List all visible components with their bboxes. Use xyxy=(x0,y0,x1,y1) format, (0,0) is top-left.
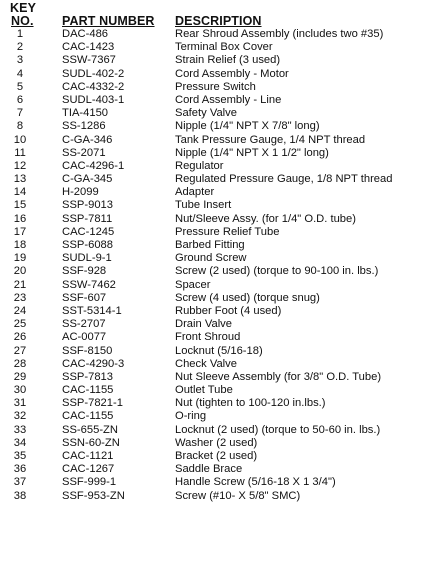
part-number: CAC-1155 xyxy=(62,410,114,423)
key-number: 37 xyxy=(13,476,27,489)
table-row xyxy=(0,437,432,450)
part-description: Tank Pressure Gauge, 1/4 NPT thread xyxy=(175,133,366,146)
part-number: SSP-7813 xyxy=(62,370,113,383)
key-number: 29 xyxy=(13,370,27,383)
table-row xyxy=(0,345,432,358)
key-number: 12 xyxy=(13,159,27,172)
key-number: 21 xyxy=(13,278,27,291)
key-number: 16 xyxy=(13,212,27,225)
table-row xyxy=(0,186,432,199)
part-number: SSW-7462 xyxy=(62,278,116,291)
part-description: Nipple (1/4" NPT X 1 1/2" long) xyxy=(175,146,329,159)
key-number: 15 xyxy=(13,199,27,212)
key-number: 3 xyxy=(16,54,24,67)
part-number: CAC-1423 xyxy=(62,41,115,54)
part-number: AC-0077 xyxy=(62,331,107,344)
table-row xyxy=(0,107,432,120)
part-number: SSF-607 xyxy=(62,291,107,304)
key-number: 36 xyxy=(13,463,27,476)
table-row xyxy=(0,490,432,503)
part-description: O-ring xyxy=(175,410,207,423)
key-number: 6 xyxy=(16,93,24,106)
key-number: 24 xyxy=(13,304,27,317)
table-row xyxy=(0,358,432,371)
part-number: CAC-4290-3 xyxy=(62,357,125,370)
part-description: Screw (4 used) (torque snug) xyxy=(175,291,320,304)
part-description: Outlet Tube xyxy=(175,384,233,397)
part-number: CAC-4296-1 xyxy=(62,159,125,172)
part-number: SSF-999-1 xyxy=(62,476,117,489)
table-row xyxy=(0,252,432,265)
table-row xyxy=(0,68,432,81)
part-number: SSP-9013 xyxy=(62,199,113,212)
part-number-header: PART NUMBER xyxy=(62,14,155,28)
part-description: Saddle Brace xyxy=(175,463,243,476)
part-number: CAC-1267 xyxy=(62,463,115,476)
part-description: Locknut (2 used) (torque to 50-60 in. lbs.) xyxy=(175,423,381,436)
part-number: SSP-7811 xyxy=(62,212,113,225)
table-row xyxy=(0,265,432,278)
part-number: SS-2071 xyxy=(62,146,106,159)
key-number: 31 xyxy=(13,397,27,410)
key-number: 11 xyxy=(14,146,26,159)
key-number: 20 xyxy=(13,265,27,278)
key-number: 28 xyxy=(13,357,27,370)
key-number: 32 xyxy=(13,410,27,423)
part-description: Adapter xyxy=(175,186,215,199)
table-row xyxy=(0,54,432,67)
table-row xyxy=(0,410,432,423)
part-number: TIA-4150 xyxy=(62,107,109,120)
key-number: 30 xyxy=(13,384,27,397)
table-row xyxy=(0,292,432,305)
table-row xyxy=(0,81,432,94)
key-number: 38 xyxy=(13,489,27,502)
key-number: 25 xyxy=(13,318,27,331)
table-row xyxy=(0,173,432,186)
key-number: 8 xyxy=(16,120,24,133)
key-number: 1 xyxy=(16,28,24,40)
part-number: C-GA-345 xyxy=(62,173,113,186)
table-row xyxy=(0,120,432,133)
part-number: CAC-4332-2 xyxy=(62,80,125,93)
part-number: SSW-7367 xyxy=(62,54,116,67)
part-description: Pressure Relief Tube xyxy=(175,225,280,238)
part-number: SSF-8150 xyxy=(62,344,113,357)
part-number: SSP-7821-1 xyxy=(62,397,123,410)
part-description: Strain Relief (3 used) xyxy=(175,54,281,67)
table-row xyxy=(0,450,432,463)
table-row xyxy=(0,147,432,160)
part-description: Barbed Fitting xyxy=(175,239,245,251)
part-description: Rubber Foot (4 used) xyxy=(175,304,282,317)
part-description: Cord Assembly - Line xyxy=(175,93,282,106)
part-description: Drain Valve xyxy=(175,318,232,331)
part-description: Bracket (2 used) xyxy=(175,450,258,462)
key-number: 10 xyxy=(13,133,27,146)
table-row xyxy=(0,476,432,489)
part-description: Nut (tighten to 100-120 in.lbs.) xyxy=(175,397,326,410)
part-description: Ground Screw xyxy=(175,252,247,265)
table-row xyxy=(0,371,432,384)
key-number: 4 xyxy=(16,67,24,80)
key-number: 26 xyxy=(13,331,27,344)
part-number: SUDL-402-2 xyxy=(62,67,125,80)
part-description: Nut Sleeve Assembly (for 3/8" O.D. Tube) xyxy=(175,370,382,383)
part-number: SSN-60-ZN xyxy=(62,436,120,449)
part-description: Safety Valve xyxy=(175,107,237,120)
part-number: SS-2707 xyxy=(62,318,106,331)
part-number: CAC-1245 xyxy=(62,225,115,238)
description-header: DESCRIPTION xyxy=(175,14,262,28)
table-row xyxy=(0,41,432,54)
part-description: Screw (#10- X 5/8" SMC) xyxy=(175,489,301,502)
table-row xyxy=(0,318,432,331)
table-row xyxy=(0,213,432,226)
key-number: 34 xyxy=(13,436,27,449)
table-row xyxy=(0,424,432,437)
part-description: Front Shroud xyxy=(175,331,241,344)
part-number: SUDL-9-1 xyxy=(62,252,112,265)
part-number: SSP-6088 xyxy=(62,239,113,251)
key-number: 35 xyxy=(13,450,27,462)
key-header-line1: KEY xyxy=(10,1,37,15)
table-row xyxy=(0,28,432,41)
part-number: SUDL-403-1 xyxy=(62,93,125,106)
table-row xyxy=(0,199,432,212)
table-row xyxy=(0,94,432,107)
part-number: DAC-486 xyxy=(62,28,109,40)
key-number: 2 xyxy=(16,41,24,54)
key-number: 23 xyxy=(13,291,27,304)
part-description: Locknut (5/16-18) xyxy=(175,344,263,357)
table-row xyxy=(0,239,432,252)
part-number: CAC-1121 xyxy=(62,450,114,462)
part-description: Nut/Sleeve Assy. (for 1/4" O.D. tube) xyxy=(175,212,356,225)
key-header-line2: NO. xyxy=(11,14,34,28)
part-description: Washer (2 used) xyxy=(175,436,258,449)
key-number: 13 xyxy=(13,173,27,186)
key-number: 14 xyxy=(13,186,27,199)
part-number: H-2099 xyxy=(62,186,99,199)
table-row xyxy=(0,160,432,173)
part-number: SS-655-ZN xyxy=(62,423,118,436)
part-description: Tube Insert xyxy=(175,199,232,212)
part-description: Rear Shroud Assembly (includes two #35) xyxy=(175,28,384,40)
key-number: 7 xyxy=(16,107,24,120)
part-description: Regulated Pressure Gauge, 1/8 NPT thread xyxy=(175,173,393,186)
table-row xyxy=(0,331,432,344)
parts-table xyxy=(0,28,432,503)
table-row xyxy=(0,397,432,410)
key-number: 5 xyxy=(16,80,24,93)
part-number: SSF-928 xyxy=(62,265,107,278)
key-number: 33 xyxy=(13,423,27,436)
key-number: 19 xyxy=(13,252,27,265)
part-number: SS-1286 xyxy=(62,120,106,133)
part-description: Handle Screw (5/16-18 X 1 3/4") xyxy=(175,476,336,489)
table-row xyxy=(0,305,432,318)
part-number: C-GA-346 xyxy=(62,133,113,146)
key-number: 17 xyxy=(13,225,27,238)
table-row xyxy=(0,384,432,397)
part-description: Terminal Box Cover xyxy=(175,41,273,54)
table-row xyxy=(0,279,432,292)
part-description: Nipple (1/4" NPT X 7/8" long) xyxy=(175,120,320,133)
key-number: 27 xyxy=(13,344,27,357)
table-row xyxy=(0,134,432,147)
table-row xyxy=(0,463,432,476)
part-number: SST-5314-1 xyxy=(62,304,122,317)
part-description: Spacer xyxy=(175,278,211,291)
part-number: CAC-1155 xyxy=(62,384,114,397)
part-description: Regulator xyxy=(175,159,224,172)
part-number: SSF-953-ZN xyxy=(62,489,125,502)
key-number: 18 xyxy=(13,239,27,251)
table-row xyxy=(0,226,432,239)
part-description: Screw (2 used) (torque to 90-100 in. lbs.) xyxy=(175,265,379,278)
part-description: Pressure Switch xyxy=(175,80,256,93)
part-description: Check Valve xyxy=(175,357,237,370)
part-description: Cord Assembly - Motor xyxy=(175,67,289,80)
